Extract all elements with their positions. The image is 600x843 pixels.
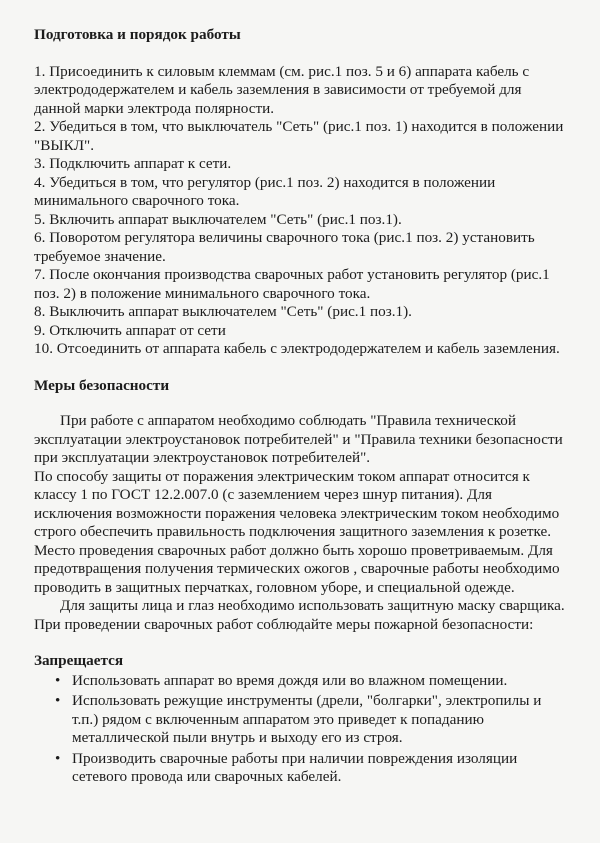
safety-paragraph: При работе с аппаратом необходимо соблюдать "Правила технической эксплуатации электроустановок потребителей" и "Правила техники безопасности при эксплуатации электроустановок потребителей". — [34, 412, 563, 466]
step-item: 9. Отключить аппарат от сети — [34, 321, 226, 339]
bullet-icon: • — [55, 692, 61, 709]
forbidden-item-text: Использовать режущие инструменты (дрели, "болгарки", электропилы и т.п.) рядом с включенным аппаратом это приведет к попаданию металлической пыли внутрь и выходу его из строя. — [72, 692, 542, 746]
section-title-preparation: Подготовка и порядок работы — [34, 26, 241, 43]
forbidden-item-text: Производить сварочные работы при наличии повреждения изоляции сетевого провода или сварочных кабелей. — [72, 749, 518, 785]
bullet-icon: • — [55, 749, 61, 767]
step-item: 1. Присоединить к силовым клеммам (см. рис.1 поз. 5 и 6) аппарата кабель с электрододержателем и кабель заземления в зависимости от требуемой для данной марки электрода полярности. — [34, 62, 530, 117]
step-item: 3. Подключить аппарат к сети. — [34, 155, 232, 172]
forbidden-list — [34, 672, 570, 787]
safety-paragraph: По способу защиты от поражения электрическим током аппарат относится к классу 1 по ГОСТ 12.2.007.0 (с заземлением через шнур питания). Для исключения возможности поражения человека электрическим током необходимо строго обеспечить правильность подключения защитного заземления к розетке. — [34, 467, 560, 540]
section-title-forbidden: Запрещается — [34, 652, 124, 669]
step-item: 4. Убедиться в том, что регулятор (рис.1 поз. 2) находится в положении минимального сварочного тока. — [34, 173, 496, 209]
step-item: 7. После окончания производства сварочных работ установить регулятор (рис.1 поз. 2) в положение минимального сварочного тока. — [34, 266, 550, 302]
safety-paragraph: При проведении сварочных работ соблюдайте меры пожарной безопасности: — [34, 615, 534, 633]
step-item: 5. Включить аппарат выключателем "Сеть" (рис.1 поз.1). — [34, 210, 402, 228]
safety-text — [34, 412, 570, 634]
steps-list — [34, 63, 570, 359]
forbidden-item-text: Использовать аппарат во время дождя или во влажном помещении. — [72, 671, 508, 689]
step-item: 8. Выключить аппарат выключателем "Сеть" (рис.1 поз.1). — [34, 303, 412, 320]
forbidden-item — [34, 672, 570, 691]
safety-paragraph: Место проведения сварочных работ должно быть хорошо проветриваемым. Для предотвращения получения термических ожогов , сварочные работы необходимо проводить в защитных перчатках, головном уборе, и специальной одежде. — [34, 541, 560, 596]
safety-paragraph: Для защиты лица и глаз необходимо использовать защитную маску сварщика. — [60, 597, 565, 614]
step-item: 6. Поворотом регулятора величины сварочного тока (рис.1 поз. 2) установить требуемое значение. — [34, 229, 535, 265]
section-title-safety: Меры безопасности — [34, 376, 170, 394]
forbidden-item — [34, 750, 570, 787]
step-item: 2. Убедиться в том, что выключатель "Сеть" (рис.1 поз. 1) находится в положении "ВЫКЛ". — [34, 118, 564, 154]
step-item: 10. Отсоединить от аппарата кабель с электрододержателем и кабель заземления. — [34, 340, 560, 357]
bullet-icon: • — [55, 671, 61, 689]
forbidden-item — [34, 692, 570, 748]
